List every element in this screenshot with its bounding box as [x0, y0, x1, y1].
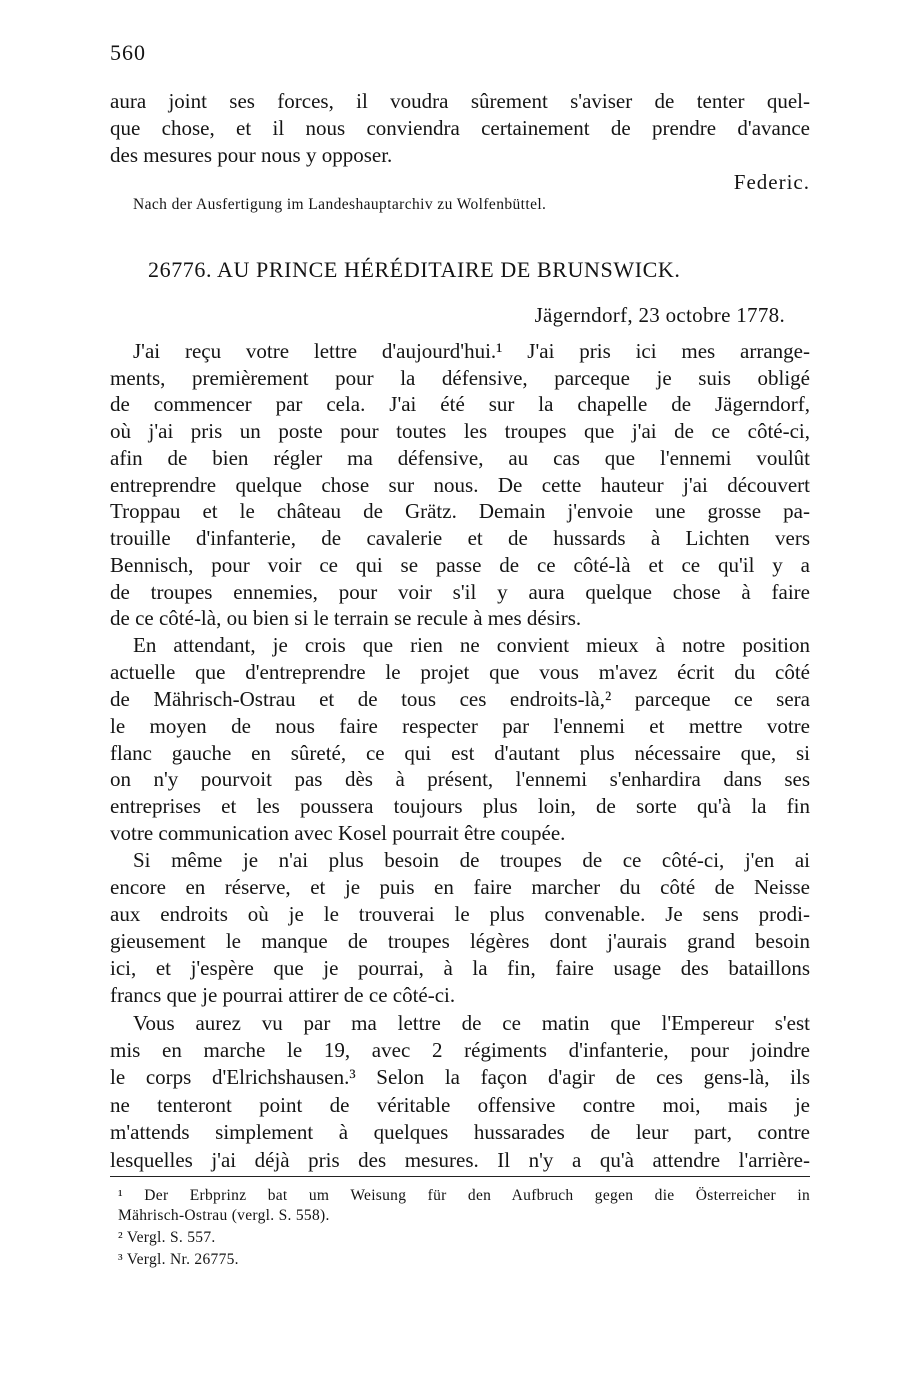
carryover-line: des mesures pour nous y opposer.	[110, 143, 393, 167]
body-line: Bennisch, pour voir ce qui se passe de ce côté-là et ce qu'il y a	[110, 553, 810, 577]
source-note: Nach der Ausfertigung im Landeshauptarchiv zu Wolfenbüttel.	[133, 196, 547, 213]
body-line: on n'y pourvoit pas dès à présent, l'ennemi s'enhardira dans ses	[110, 767, 810, 791]
body-line: ici, et j'espère que je pourrai, à la fin, faire usage des bataillons	[110, 956, 810, 980]
page-number: 560	[110, 40, 146, 65]
body-line: aux endroits où je le trouverai le plus convenable. Je sens prodi-	[110, 902, 810, 926]
body-line: votre communication avec Kosel pourrait être coupée.	[110, 821, 566, 845]
body-line: de troupes ennemies, pour voir s'il y aura quelque chose à faire	[110, 580, 810, 604]
body-line: m'attends simplement à quelques hussarades de leur part, contre	[110, 1120, 810, 1144]
body-line: entreprendre quelque chose sur nous. De cette hauteur j'ai découvert	[110, 473, 810, 497]
footnote-divider	[110, 1176, 810, 1177]
body-line: J'ai reçu votre lettre d'aujourd'hui.¹ J'ai pris ici mes arrange-	[133, 339, 810, 363]
footnote: ¹ Der Erbprinz bat um Weisung für den Aufbruch gegen die Österreicher in	[118, 1187, 810, 1204]
body-line: Si même je n'ai plus besoin de troupes de ce côté-ci, j'en ai	[133, 848, 810, 872]
body-line: de Mährisch-Ostrau et de tous ces endroits-là,² parceque ce sera	[110, 687, 810, 711]
body-line: de ce côté-là, ou bien si le terrain se recule à mes désirs.	[110, 606, 582, 630]
body-line: actuelle que d'entreprendre le projet que vous m'avez écrit du côté	[110, 660, 810, 684]
body-line: de commencer par cela. J'ai été sur la chapelle de Jägerndorf,	[110, 392, 810, 416]
signature: Federic.	[733, 170, 810, 194]
body-line: Troppau et le château de Grätz. Demain j'envoie une grosse pa-	[110, 499, 810, 523]
body-line: trouille d'infanterie, de cavalerie et de hussards à Lichten vers	[110, 526, 810, 550]
footnote: ³ Vergl. Nr. 26775.	[118, 1251, 239, 1268]
body-line: encore en réserve, et je puis en faire marcher du côté de Neisse	[110, 875, 810, 899]
body-line: francs que je pourrai attirer de ce côté-ci.	[110, 983, 456, 1007]
body-line: ne tenteront point de véritable offensive contre moi, mais je	[110, 1093, 810, 1117]
body-line: le corps d'Elrichshausen.³ Selon la façon d'agir de ces gens-là, ils	[110, 1065, 810, 1089]
footnote: Mährisch-Ostrau (vergl. S. 558).	[118, 1207, 330, 1224]
body-line: entreprises et les poussera toujours plus loin, de sorte qu'à la fin	[110, 794, 810, 818]
body-line: lesquelles j'ai déjà pris des mesures. Il n'y a qu'à attendre l'arrière-	[110, 1148, 810, 1172]
carryover-line: que chose, et il nous conviendra certainement de prendre d'avance	[110, 116, 810, 140]
body-line: flanc gauche en sûreté, ce qui est d'autant plus nécessaire que, si	[110, 741, 810, 765]
body-line: Vous aurez vu par ma lettre de ce matin que l'Empereur s'est	[133, 1011, 810, 1035]
carryover-line: aura joint ses forces, il voudra sûrement s'aviser de tenter quel-	[110, 89, 810, 113]
body-line: le moyen de nous faire respecter par l'ennemi et mettre votre	[110, 714, 810, 738]
body-line: afin de bien régler ma défensive, au cas que l'ennemi voulût	[110, 446, 810, 470]
footnote: ² Vergl. S. 557.	[118, 1229, 216, 1246]
body-line: ments, premièrement pour la défensive, parceque je suis obligé	[110, 366, 810, 390]
body-line: où j'ai pris un poste pour toutes les troupes que j'ai de ce côté-ci,	[110, 419, 810, 443]
body-line: mis en marche le 19, avec 2 régiments d'infanterie, pour joindre	[110, 1038, 810, 1062]
letter-heading: 26776. AU PRINCE HÉRÉDITAIRE DE BRUNSWICK.	[148, 257, 681, 282]
body-line: gieusement le manque de troupes légères dont j'aurais grand besoin	[110, 929, 810, 953]
letter-dateline: Jägerndorf, 23 octobre 1778.	[534, 303, 785, 327]
body-line: En attendant, je crois que rien ne convient mieux à notre position	[133, 633, 810, 657]
